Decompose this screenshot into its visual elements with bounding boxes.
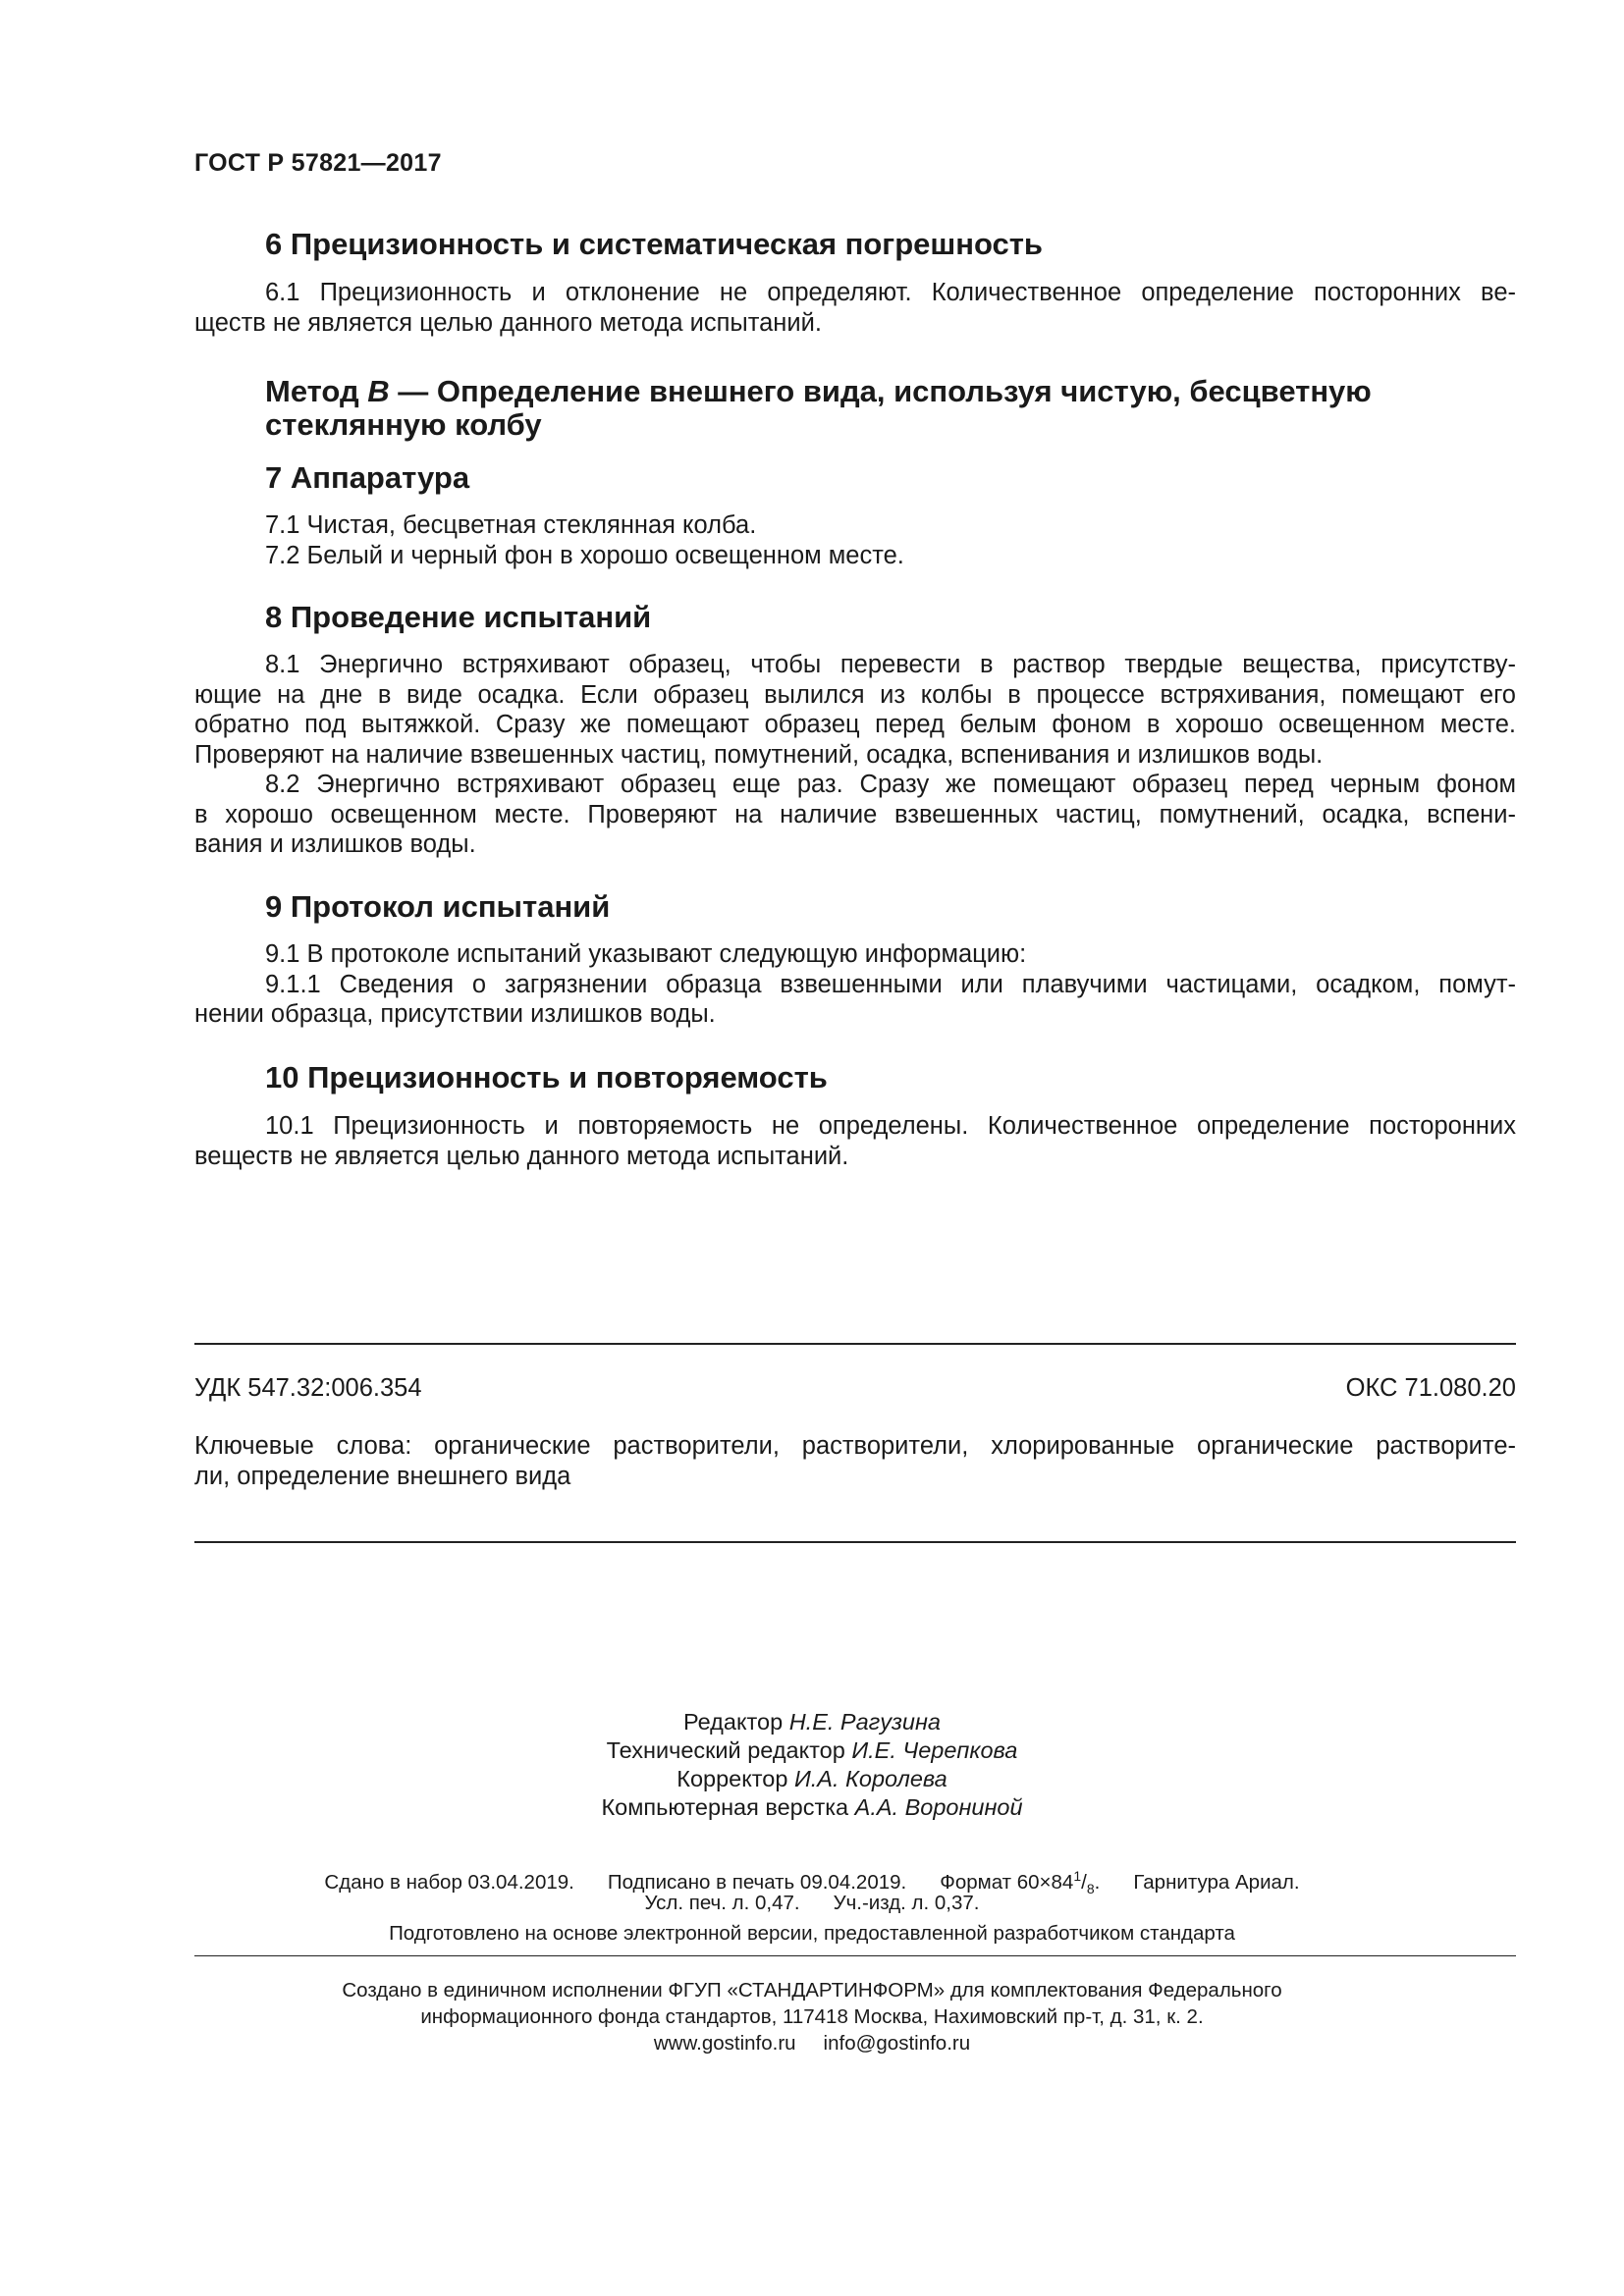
section-8-heading: 8 Проведение испытаний [265, 600, 652, 634]
tech-editor-line [0, 1736, 1624, 1765]
text-line: 7.1 Чистая, бесцветная стеклянная колба. [265, 511, 757, 539]
text-line: Проверяют на наличие взвешенных частиц, помутнений, осадка, вспенивания и излишков воды. [194, 740, 1324, 769]
submitted-date: Сдано в набор 03.04.2019. [324, 1870, 574, 1894]
corrector-name: И.А. Королева [793, 1766, 947, 1791]
section-10-heading: 10 Прецизионность и повторяемость [265, 1060, 828, 1095]
contacts [0, 2030, 1624, 2056]
credits [0, 1708, 1624, 1822]
corrector-line [0, 1765, 1624, 1793]
signed-date: Подписано в печать 09.04.2019. [607, 1870, 907, 1894]
layout-line [0, 1793, 1624, 1822]
keywords [194, 1431, 1516, 1492]
text-line: ющие на дне в виде осадка. Если образец вылился из колбы в процессе встряхивания, помещают его [194, 680, 1516, 709]
method-prefix: Метод [265, 374, 368, 408]
website-link[interactable]: www.gostinfo.ru [653, 2032, 796, 2055]
text-line: в хорошо освещенном месте. Проверяют на наличие взвешенных частиц, помутнений, осадка, вспени- [194, 800, 1516, 828]
section-8-paragraphs [194, 650, 1516, 860]
text-line: 7.2 Белый и черный фон в хорошо освещенном месте. [265, 541, 904, 569]
text-line: 8.2 Энергично встряхивают образец еще раз. Сразу же помещают образец перед черным фоном [265, 771, 1516, 798]
section-7-paragraphs [194, 510, 1516, 570]
text-line: 10.1 Прецизионность и повторяемость не определены. Количественное определение посторонних [265, 1112, 1516, 1140]
prepared-note: Подготовлено на основе электронной версии, предоставленной разработчиком стандарта [389, 1922, 1235, 1945]
top-divider [194, 1343, 1516, 1345]
layout-name: А.А. Ворониной [854, 1794, 1023, 1820]
text-line: веществ не является целью данного метода испытаний. [194, 1142, 849, 1170]
format-end: . [1094, 1870, 1101, 1894]
editor-name: Н.Е. Рагузина [788, 1709, 941, 1735]
imprint-line-2 [0, 1890, 1624, 1916]
tech-editor-label: Технический редактор [606, 1737, 852, 1763]
format-prefix: Формат 60×84 [940, 1870, 1074, 1894]
text-line: 9.1 В протоколе испытаний указывают следующую информацию: [265, 940, 1027, 968]
section-7-heading: 7 Аппаратура [265, 460, 470, 495]
method-letter: B [367, 374, 390, 408]
udk-code: УДК 547.32:006.354 [194, 1374, 422, 1402]
format-sub: 8 [1086, 1880, 1095, 1896]
format-sup: 1 [1073, 1868, 1082, 1884]
editor-line [0, 1708, 1624, 1736]
oks-code: ОКС 71.080.20 [1345, 1374, 1516, 1402]
created-line-2: информационного фонда стандартов, 117418 Москва, Нахимовский пр-т, д. 31, к. 2. [420, 2005, 1204, 2028]
section-10-paragraph [194, 1111, 1516, 1171]
section-9-paragraphs [194, 939, 1516, 1030]
format-slash: / [1081, 1870, 1087, 1894]
keywords-line: Ключевые слова: органические растворители, растворители, хлорированные органические растворите- [194, 1432, 1516, 1460]
text-line: 9.1.1 Сведения о загрязнении образца взвешенными или плавучими частицами, осадком, помут- [265, 970, 1516, 998]
text-line: 6.1 Прецизионность и отклонение не определяют. Количественное определение посторонних ве- [265, 279, 1516, 306]
section-6-heading: 6 Прецизионность и систематическая погрешность [265, 227, 1043, 261]
section-9-heading: 9 Протокол испытаний [265, 889, 611, 924]
layout-label: Компьютерная верстка [601, 1794, 855, 1820]
text-line: нении образца, присутствии излишков воды. [194, 1000, 716, 1028]
method-b-heading [265, 375, 1516, 442]
print-sheets: Усл. печ. л. 0,47. [644, 1892, 800, 1914]
method-title-rest: — Определение внешнего вида, используя чистую, бесцветную [389, 374, 1372, 408]
corrector-label: Корректор [677, 1766, 794, 1791]
tech-editor-name: И.Е. Черепкова [851, 1737, 1018, 1763]
bottom-divider [194, 1541, 1516, 1543]
imprint-divider [194, 1955, 1516, 1956]
typeface: Гарнитура Ариал. [1133, 1870, 1300, 1894]
editor-label: Редактор [682, 1709, 789, 1735]
text-line: обратно под вытяжкой. Сразу же помещают образец перед белым фоном в хорошо освещенном месте. [194, 711, 1516, 738]
text-line: вания и излишков воды. [194, 830, 476, 858]
text-line: 8.1 Энергично встряхивают образец, чтобы перевести в раствор твердые вещества, присутству- [265, 651, 1516, 678]
section-6-paragraph [194, 278, 1516, 338]
method-title-line2: стеклянную колбу [265, 407, 542, 442]
text-line: ществ не является целью данного метода испытаний. [194, 308, 822, 337]
publisher-sheets: Уч.-изд. л. 0,37. [833, 1892, 980, 1914]
email-link[interactable]: info@gostinfo.ru [823, 2032, 971, 2055]
document-code: ГОСТ Р 57821—2017 [194, 149, 442, 177]
created-line-1: Создано в единичном исполнении ФГУП «СТАНДАРТИНФОРМ» для комплектования Федерального [342, 1979, 1282, 2002]
keywords-line: ли, определение внешнего вида [194, 1463, 571, 1490]
